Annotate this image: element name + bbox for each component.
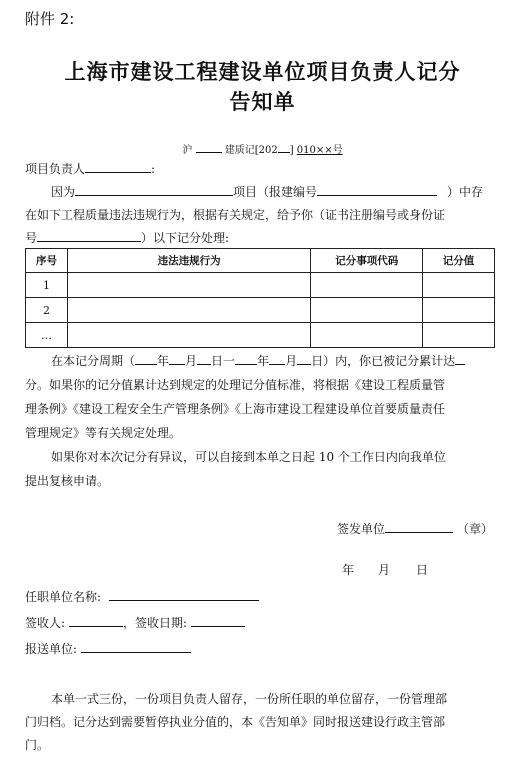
report-blank xyxy=(81,640,191,653)
table-row xyxy=(26,298,495,323)
start-year-blank xyxy=(135,352,157,365)
certificate-no-blank xyxy=(37,229,141,242)
cell-code xyxy=(311,298,423,323)
doc-no-number: 010××号 xyxy=(296,145,343,156)
cell-violation xyxy=(67,298,310,323)
start-day-blank xyxy=(197,352,211,365)
period-label: 在本记分周期（ xyxy=(51,354,136,368)
end-month-blank xyxy=(269,352,285,365)
cell-code xyxy=(311,323,423,348)
manager-blank xyxy=(85,160,151,173)
sign-month: 月 xyxy=(378,563,391,577)
para1-line1 xyxy=(51,352,465,369)
manager-colon: : xyxy=(151,162,156,176)
project-name-blank xyxy=(75,183,233,196)
end-year-label: 年 xyxy=(257,354,270,368)
score-total-blank xyxy=(455,352,465,365)
registration-no-blank xyxy=(317,183,437,196)
doc-no-close: ] xyxy=(289,145,294,156)
project-label: 项目（报建编号 xyxy=(233,185,318,199)
document-number xyxy=(0,141,525,156)
col-header-seq: 序号 xyxy=(26,249,68,273)
col-header-violation: 违法违规行为 xyxy=(67,249,310,273)
para2-line2: 提出复核申请。 xyxy=(25,474,110,488)
para1-line4: 管理规定》等有关规定处理。 xyxy=(25,426,182,440)
doc-no-blank-1 xyxy=(196,141,222,153)
end-month-label: 月 xyxy=(285,354,298,368)
para1-line3: 理条例》《建设工程安全生产管理条例》《上海市建设工程建设单位首要质量责任 xyxy=(25,402,446,416)
para2-line1: 如果你对本次记分有异议，可以自接到本单之日起 10 个工作日内向我单位 xyxy=(51,450,446,464)
penalty-record-table xyxy=(25,248,495,348)
note-line1: 本单一式三份，一份项目负责人留存，一份所任职的单位留存，一份管理部 xyxy=(51,692,448,706)
doc-no-prefix: 沪 xyxy=(182,145,193,156)
end-year-blank xyxy=(235,352,257,365)
report-label: 报送单位: xyxy=(25,642,78,656)
start-year-label: 年 xyxy=(157,354,170,368)
doc-no-mid: 建质记[202 xyxy=(224,145,278,156)
issuer-label: 签发单位 xyxy=(337,522,386,536)
para1-line2: 分。如果你的记分值累计达到规定的处理记分值标准，将根据《建设工程质量管 xyxy=(25,378,446,392)
end-day-blank xyxy=(297,352,311,365)
in-label: ）中存 xyxy=(447,185,484,199)
receiver-blank xyxy=(69,614,123,627)
issuer-line xyxy=(337,520,493,537)
because-line xyxy=(51,183,483,200)
employer-blank xyxy=(109,588,259,601)
table-row xyxy=(26,273,495,298)
note-line3: 门。 xyxy=(25,738,50,752)
table-header-row xyxy=(26,249,495,273)
report-line xyxy=(25,640,191,657)
receiver-line xyxy=(25,614,245,631)
manager-line xyxy=(25,160,155,177)
manager-label: 项目负责人 xyxy=(25,162,86,176)
cell-violation xyxy=(67,273,310,298)
cell-violation xyxy=(67,323,310,348)
header-line2: 在如下工程质量违法违规行为，根据有关规定，给予你（证书注册编号或身份证 xyxy=(25,208,446,222)
col-header-code: 记分事项代码 xyxy=(311,249,423,273)
start-month-label: 月 xyxy=(185,354,198,368)
employer-line xyxy=(25,588,259,605)
sign-day: 日 xyxy=(416,563,429,577)
sign-year: 年 xyxy=(342,563,355,577)
cell-score xyxy=(423,273,495,298)
start-month-blank xyxy=(169,352,185,365)
attachment-label: 附件 2: xyxy=(25,10,75,28)
document-title-line2: 告知单 xyxy=(229,90,296,114)
seal-label: （章） xyxy=(457,522,494,536)
doc-no-blank-2 xyxy=(278,141,290,153)
start-day-label: 日一 xyxy=(211,354,236,368)
cell-score xyxy=(423,323,495,348)
line3-tail: ）以下记分处理: xyxy=(141,231,230,245)
receive-date-blank xyxy=(191,614,245,627)
document-title-line1: 上海市建设工程建设单位项目负责人记分 xyxy=(64,60,461,84)
cell-seq: 1 xyxy=(26,273,68,298)
cell-seq: 2 xyxy=(26,298,68,323)
note-line2: 门归档。记分达到需要暂停执业分值的，本《告知单》同时报送建设行政主管部 xyxy=(25,715,446,729)
sign-date-line xyxy=(342,561,428,578)
num-label: 号 xyxy=(25,231,38,245)
receive-date-label: ，签收日期: xyxy=(123,616,188,630)
header-line3 xyxy=(25,229,229,246)
because-label: 因为 xyxy=(51,185,76,199)
cell-seq: … xyxy=(26,323,68,348)
employer-label: 任职单位名称: xyxy=(25,590,102,604)
receiver-label: 签收人: xyxy=(25,616,66,630)
cell-score xyxy=(423,298,495,323)
end-day-label: 日）内，你已被记分累计达 xyxy=(311,354,456,368)
cell-code xyxy=(311,273,423,298)
table-row xyxy=(26,323,495,348)
col-header-score: 记分值 xyxy=(423,249,495,273)
issuer-blank xyxy=(385,520,453,533)
